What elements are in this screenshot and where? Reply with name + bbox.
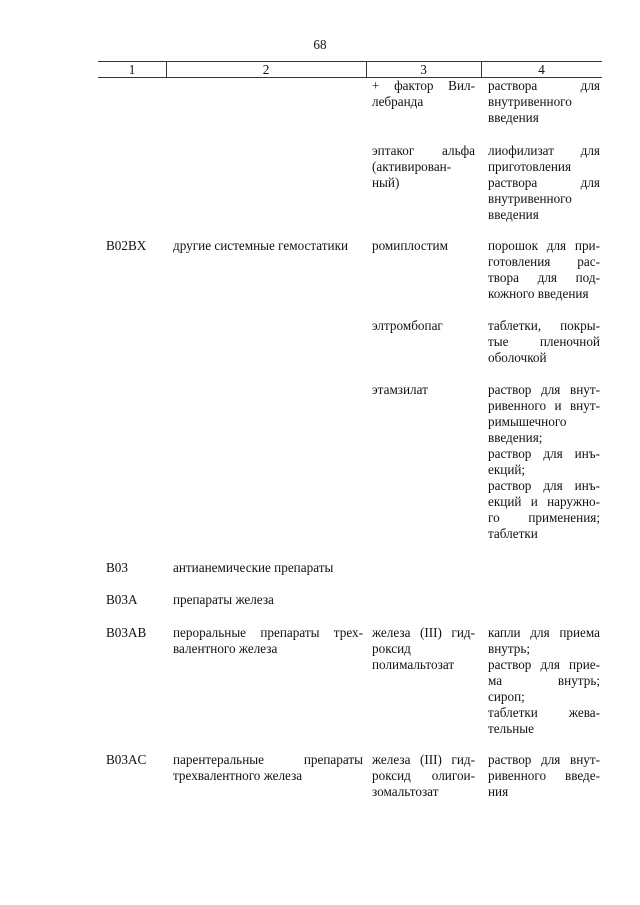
cell-line: железа (III) гид- (372, 752, 475, 767)
inn-cell (372, 318, 475, 334)
cell-line: зомальтозат (372, 784, 439, 799)
cell-line: роксид (372, 641, 411, 656)
cell-line: раствора для (488, 175, 600, 190)
atc-code-cell (106, 238, 166, 254)
cell-line: парентеральные препараты (173, 752, 363, 767)
cell-line: элтромбопаг (372, 318, 443, 333)
group-name-cell (173, 238, 363, 254)
group-name-cell (173, 560, 363, 576)
cell-text: B03 (106, 560, 128, 575)
cell-text: B03A (106, 592, 138, 607)
cell-line: внутривенного (488, 94, 572, 109)
group-name-cell (173, 752, 363, 784)
cell-line: тельные (488, 721, 534, 736)
cell-line: раствор для внут- (488, 752, 600, 767)
cell-line: оболочкой (488, 350, 547, 365)
cell-line: го применения; (488, 510, 600, 525)
cell-line: таблетки, покры- (488, 318, 600, 333)
cell-line: этамзилат (372, 382, 428, 397)
cell-line: железа (III) гид- (372, 625, 475, 640)
inn-cell (372, 78, 475, 110)
cell-line: екций и наружно- (488, 494, 600, 509)
page-number: 68 (313, 37, 327, 52)
cell-line: полимальтозат (372, 657, 455, 672)
header-col-3: 3 (420, 62, 427, 77)
cell-line: ния (488, 784, 509, 799)
cell-line: кожного введения (488, 286, 589, 301)
cell-line: римышечного (488, 414, 567, 429)
inn-cell (372, 625, 475, 673)
inn-cell (372, 238, 475, 254)
dosage-form-cell (488, 752, 600, 800)
cell-text: B02BX (106, 238, 147, 253)
cell-line: эптаког альфа (372, 143, 475, 158)
cell-line: пероральные препараты трех- (173, 625, 363, 640)
cell-line: раствора для (488, 78, 600, 93)
cell-line: ромиплостим (372, 238, 448, 253)
dosage-form-cell (488, 78, 600, 126)
cell-line: таблетки жева- (488, 705, 600, 720)
cell-line: ривенного и внут- (488, 398, 600, 413)
cell-line: роксид олигои- (372, 768, 475, 783)
dosage-form-cell (488, 625, 600, 737)
cell-line: лебранда (372, 94, 424, 109)
cell-line: валентного железа (173, 641, 278, 656)
cell-line: раствор для внут- (488, 382, 600, 397)
cell-line: раствор для прие- (488, 657, 600, 672)
cell-line: ма внутрь; (488, 673, 600, 688)
header-col-2: 2 (262, 62, 270, 77)
cell-line: введения (488, 207, 539, 222)
cell-line: введения; (488, 430, 543, 445)
inn-cell (372, 752, 475, 800)
atc-code-cell (106, 592, 166, 608)
group-name-cell (173, 625, 363, 657)
cell-line: ривенного введе- (488, 768, 600, 783)
inn-cell (372, 143, 475, 191)
dosage-form-cell (488, 143, 600, 223)
cell-line: другие системные гемостатики (173, 238, 349, 253)
atc-code-cell (106, 560, 166, 576)
dosage-form-cell (488, 238, 600, 302)
table-header (98, 61, 602, 78)
cell-line: готовления рас- (488, 254, 600, 269)
cell-line: твора для под- (488, 270, 600, 285)
cell-line: внутрь; (488, 641, 531, 656)
cell-line: трехвалентного железа (173, 768, 303, 783)
cell-text: B03AB (106, 625, 147, 640)
dosage-form-cell (488, 382, 600, 542)
cell-line: капли для приема (488, 625, 600, 640)
cell-line: ный) (372, 175, 400, 190)
cell-line: раствор для инъ- (488, 478, 600, 493)
inn-cell (372, 382, 475, 398)
cell-text: B03AC (106, 752, 147, 767)
cell-line: введения (488, 110, 539, 125)
cell-line: приготовления (488, 159, 572, 174)
cell-line: препараты железа (173, 592, 274, 607)
cell-line: раствор для инъ- (488, 446, 600, 461)
cell-line: + фактор Вил- (372, 78, 475, 93)
header-col-1: 1 (128, 62, 136, 77)
cell-line: таблетки (488, 526, 538, 541)
cell-line: (активирован- (372, 159, 452, 174)
atc-code-cell (106, 625, 166, 641)
cell-line: внутривенного (488, 191, 572, 206)
cell-line: лиофилизат для (488, 143, 600, 158)
cell-line: тые пленочной (488, 334, 600, 349)
cell-line: екций; (488, 462, 526, 477)
cell-line: антианемические препараты (173, 560, 334, 575)
dosage-form-cell (488, 318, 600, 366)
cell-line: порошок для при- (488, 238, 600, 253)
header-col-4: 4 (538, 62, 545, 77)
atc-code-cell (106, 752, 166, 768)
group-name-cell (173, 592, 363, 608)
cell-line: сироп; (488, 689, 525, 704)
